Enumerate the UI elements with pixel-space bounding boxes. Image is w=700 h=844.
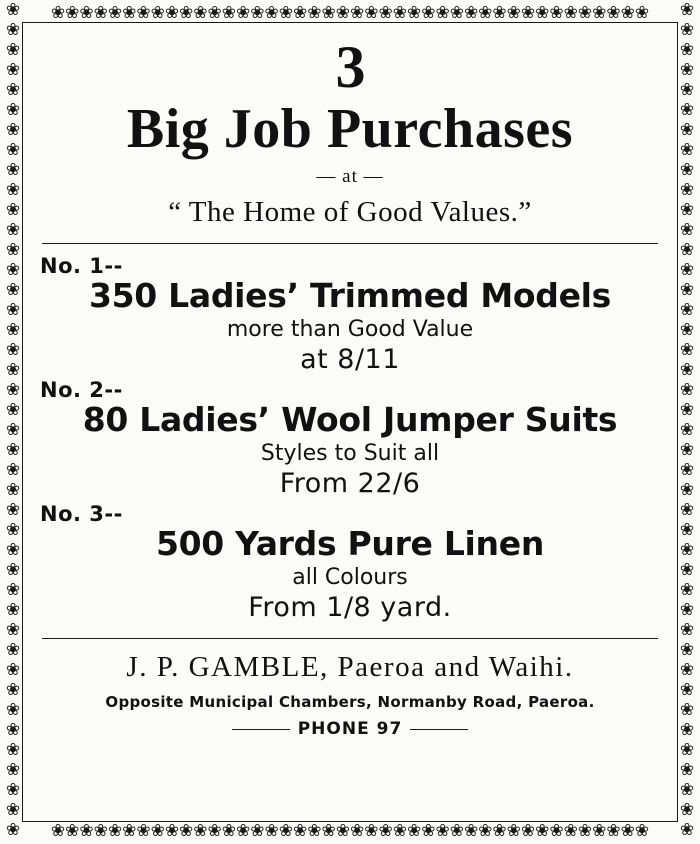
tagline: “ The Home of Good Values.” [168, 196, 532, 228]
merchant-name: J. P. GAMBLE, Paeroa and Waihi. [126, 651, 574, 683]
phone-row [38, 719, 662, 739]
phone-number: PHONE 97 [297, 719, 403, 739]
divider-footer [42, 638, 658, 639]
offer-number: No. 1-- [40, 254, 123, 278]
divider-top [42, 243, 658, 244]
offer-title: 500 Yards Pure Linen [155, 524, 545, 563]
offer-subtitle: all Colours [292, 565, 408, 590]
offer-subtitle: more than Good Value [226, 317, 474, 342]
offer-item [38, 254, 662, 376]
offer-title: 80 Ladies’ Wool Jumper Suits [82, 400, 618, 439]
offer-price: From 22/6 [279, 468, 421, 499]
ad-content [30, 28, 670, 816]
ornamental-border-left: ❀❀❀❀❀❀❀❀❀❀❀❀❀❀❀❀❀❀❀❀❀❀❀❀❀❀❀❀❀❀❀❀❀❀❀❀❀❀❀❀❀❀ [5, 0, 21, 840]
page-title: Big Job Purchases [126, 98, 574, 160]
ornamental-border-top: ❀❀❀❀❀❀❀❀❀❀❀❀❀❀❀❀❀❀❀❀❀❀❀❀❀❀❀❀❀❀❀❀❀❀❀❀❀❀❀❀❀❀ [50, 3, 650, 23]
offer-number: No. 3-- [40, 502, 123, 526]
offer-title: 350 Ladies’ Trimmed Models [88, 276, 612, 315]
offer-number: No. 2-- [40, 378, 123, 402]
offer-item [38, 378, 662, 500]
offer-price: at 8/11 [300, 344, 400, 375]
ornamental-border-bottom: ❀❀❀❀❀❀❀❀❀❀❀❀❀❀❀❀❀❀❀❀❀❀❀❀❀❀❀❀❀❀❀❀❀❀❀❀❀❀❀❀❀❀ [50, 821, 650, 841]
offer-subtitle: Styles to Suit all [260, 441, 440, 466]
phone-rule-left [232, 729, 290, 730]
headline-numeral: 3 [335, 34, 365, 100]
ornamental-border-right: ❀❀❀❀❀❀❀❀❀❀❀❀❀❀❀❀❀❀❀❀❀❀❀❀❀❀❀❀❀❀❀❀❀❀❀❀❀❀❀❀❀❀ [679, 0, 695, 840]
phone-rule-right [410, 729, 468, 730]
at-line: — at — [316, 166, 384, 187]
offer-price: From 1/8 yard. [248, 592, 452, 623]
merchant-address: Opposite Municipal Chambers, Normanby Road, Paeroa. [105, 693, 595, 711]
offer-item [38, 502, 662, 624]
